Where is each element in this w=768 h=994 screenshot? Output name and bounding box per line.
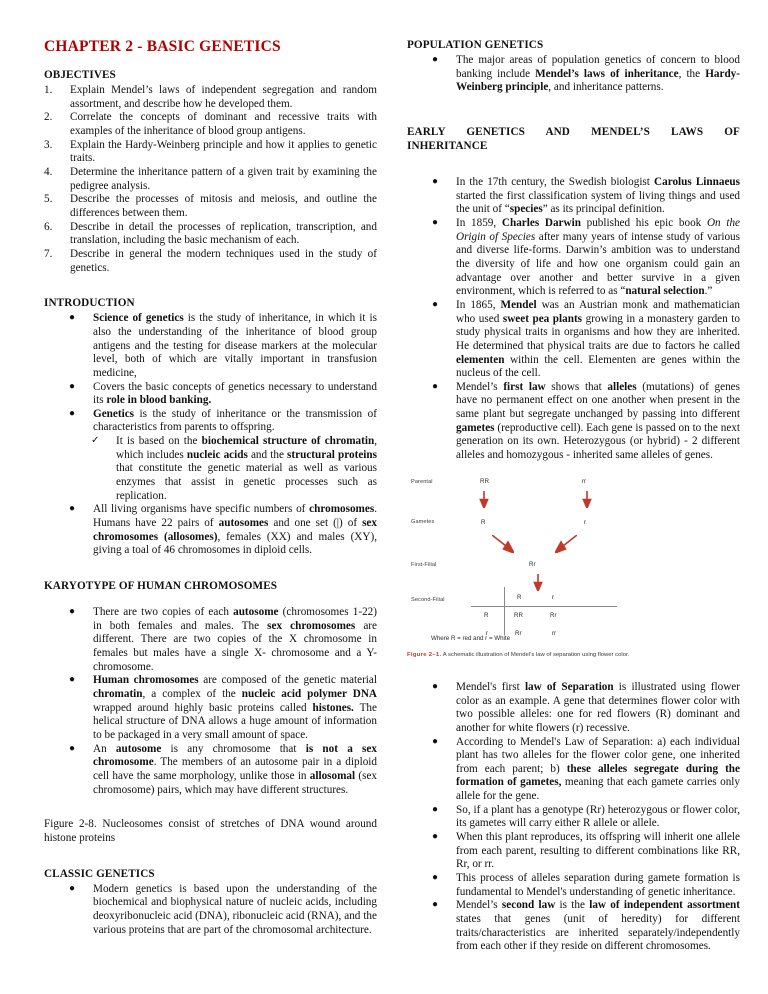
spacer bbox=[44, 797, 377, 818]
bullet-icon: ● bbox=[69, 742, 76, 754]
figure-caption-number: Figure 2–1. bbox=[407, 651, 442, 658]
bullet-text: This process of alleles separation during gamete formation is fundamental to Mendel's understanding of genetic inheritance. bbox=[456, 872, 740, 898]
population-genetics-bullet-list bbox=[407, 54, 740, 95]
after-figure-bullet-list bbox=[407, 681, 740, 954]
classic-genetics-bullet-list bbox=[44, 883, 377, 938]
bullet-icon: ● bbox=[432, 216, 439, 228]
objective-number: 6. bbox=[44, 220, 53, 233]
bullet-icon: ● bbox=[432, 175, 439, 187]
figure-row-label-parental: Parental bbox=[411, 478, 433, 485]
spacer bbox=[44, 275, 377, 296]
objective-text: Describe in detail the processes of replication, transcription, and translation, including the basic mechanism of each. bbox=[70, 220, 377, 247]
bullet-item bbox=[407, 299, 740, 381]
heading-early-genetics bbox=[407, 125, 740, 153]
objective-text: Describe in general the modern techniques used in the study of genetics. bbox=[70, 247, 377, 274]
objective-text: Describe the processes of mitosis and meiosis, and outline the differences between them. bbox=[70, 193, 377, 219]
bullet-text: Mendel's first law of Separation is illustrated using flower color as an example. A gene that determines flower color with two possible alleles: one for red flowers (R) dominant and another for white flowers (r) recessive. bbox=[456, 680, 740, 734]
left-column bbox=[44, 38, 377, 937]
punnett-row-header-2: r bbox=[486, 629, 489, 637]
figure-parental-right: rr bbox=[582, 477, 587, 485]
figure-row-label-first-filial: First-Filial bbox=[411, 561, 437, 568]
bullet-icon: ● bbox=[432, 803, 439, 815]
right-column bbox=[407, 38, 740, 954]
punnett-col-header-1: R bbox=[517, 593, 522, 601]
two-column-layout bbox=[44, 38, 741, 954]
spacer bbox=[44, 595, 377, 606]
figure-caption-text: A schematic illustration of Mendel’s law of separation using flower color. bbox=[442, 651, 630, 658]
figure-2-8-note: Figure 2-8. Nucleosomes consist of stretches of DNA wound around histone proteins bbox=[44, 818, 377, 844]
bullet-item bbox=[44, 503, 377, 558]
objective-text: Correlate the concepts of dominant and recessive traits with examples of the inheritance of blood group antigens. bbox=[70, 111, 377, 138]
bullet-text: Human chromosomes are composed of the genetic material chromatin, a complex of the nucleic acid polymer DNA wrapped around highly basic proteins called histones. The helical structure of DNA allows a huge amount of information to be packaged in a very small amount of space. bbox=[93, 674, 377, 741]
bullet-item bbox=[44, 381, 377, 408]
objective-text: Explain Mendel’s laws of independent segregation and random assortment, and describe how he developed them. bbox=[70, 84, 377, 110]
spacer bbox=[407, 95, 740, 125]
bullet-text: Genetics is the study of inheritance or the transmission of characteristics from parents to offspring. bbox=[93, 407, 377, 434]
page-title: CHAPTER 2 - BASIC GENETICS bbox=[44, 38, 281, 55]
spacer bbox=[44, 558, 377, 579]
spacer bbox=[407, 155, 740, 176]
bullet-text: All living organisms have specific numbers of chromosomes. Humans have 22 pairs of autosomes and one set (|) of sex chromosomes (allosomes), females (XX) and males (XY), giving a toal of 46 chromosomes in diploid cells. bbox=[93, 503, 377, 557]
bullet-item bbox=[44, 312, 377, 380]
bullet-text: Modern genetics is based upon the understanding of the biochemical and biophysical nature of nucleic acids, including deoxyribonucleic acid (DNA), ribonucleic acid (RNA), and the various proteins that are part of the chromosomal architecture. bbox=[93, 882, 377, 936]
figure-row-label-second-filial: Second-Filial bbox=[411, 596, 445, 603]
spacer bbox=[44, 846, 377, 867]
figure-2-1-caption bbox=[407, 651, 702, 660]
figure-row-label-gametes: Gametes bbox=[411, 518, 435, 525]
objective-text: Explain the Hardy-Weinberg principle and how it applies to genetic traits. bbox=[70, 138, 377, 165]
objective-item bbox=[44, 166, 377, 193]
punnett-horizontal-line bbox=[471, 606, 617, 607]
figure-gamete-left: R bbox=[481, 518, 486, 526]
heading-early-genetics-line2: INHERITANCE bbox=[407, 139, 488, 152]
sub-bullet-item bbox=[44, 435, 377, 503]
bullet-item bbox=[407, 804, 740, 831]
early-genetics-bullet-list bbox=[407, 176, 740, 463]
bullet-text: Science of genetics is the study of inheritance, in which it is also the understanding of the inheritance of blood group antigens and the testing for disease markers at the molecular level, both of which are vitally important in transfusion medicine, bbox=[93, 312, 377, 379]
objective-item bbox=[44, 221, 377, 248]
bullet-icon: ● bbox=[69, 407, 76, 419]
objective-text: Determine the inheritance pattern of a given trait by examining the pedigree analysis. bbox=[70, 165, 377, 192]
bullet-item bbox=[407, 872, 740, 899]
bullet-text: Mendel’s first law shows that alleles (mutations) of genes have no permanent effect on one another when present in the same plant but segregate unchanged by passing into different gametes (reproductive cell). Each gene is passed on to the next generation on its own. Heterozygous (or hybrid) - 2 different alleles and homozygous - inherited same alleles of genes. bbox=[456, 380, 740, 462]
heading-population-genetics: POPULATION GENETICS bbox=[407, 39, 544, 51]
objective-item bbox=[44, 193, 377, 220]
bullet-text: In 1865, Mendel was an Austrian monk and mathematician who used sweet pea plants growing in a monastery garden to study physical traits in organisms and how they are inherited. He determined that physical traits are due to factors he called elementen within the cell. Elementen are genes within the nucleus of the cell. bbox=[456, 298, 740, 380]
bullet-text: An autosome is any chromosome that is not a sex chromosome. The members of an autosome pair in a diploid cell have the same morphology, unlike those in allosomal (sex chromosome) pairs, which may have different structures. bbox=[93, 742, 378, 796]
objective-item bbox=[44, 111, 377, 138]
karyotype-bullet-list bbox=[44, 606, 377, 797]
bullet-text: According to Mendel's Law of Separation: a) each individual plant has two alleles for the flower color gene, one inherited from each parent; b) these alleles segregate during the formation of gametes, meaning that each gamete carries only allele for the gene. bbox=[456, 735, 740, 803]
bullet-text: In the 17th century, the Swedish biologist Carolus Linnaeus started the first classification system of living things and used the unit of “species” as its principal definition. bbox=[456, 175, 740, 216]
spacer bbox=[407, 660, 740, 681]
arrow-down-icon-parental-right bbox=[582, 491, 592, 508]
bullet-text: Mendel’s second law is the law of independent assortment states that genes (unit of heredity) for different traits/characteristics are inherited separately/independently from each other if they reside on different chromosomes. bbox=[456, 899, 740, 953]
bullet-icon: ● bbox=[432, 54, 439, 65]
figure-gamete-right: r bbox=[584, 518, 587, 526]
introduction-bullet-list bbox=[44, 312, 377, 558]
heading-introduction: INTRODUCTION bbox=[44, 297, 135, 310]
bullet-item bbox=[44, 606, 377, 674]
bullet-icon: ● bbox=[432, 831, 439, 843]
objective-item bbox=[44, 248, 377, 275]
objective-item bbox=[44, 84, 377, 111]
punnett-cell-r2c1: Rr bbox=[515, 629, 522, 637]
bullet-icon: ● bbox=[69, 606, 76, 618]
bullet-item bbox=[407, 217, 740, 299]
bullet-icon: ● bbox=[69, 380, 76, 392]
arrow-down-icon-parental-left bbox=[479, 491, 489, 508]
bullet-item bbox=[44, 674, 377, 742]
figure-2-1-diagram bbox=[407, 475, 740, 635]
bullet-text: In 1859, Charles Darwin published his epic book On the Origin of Species after many years of intense study of various and diverse life-forms. Darwin’s ambition was to understand the diversity of life and how one organism could gain an advantage over another and better survive in a given environment, which is referred to as “natural selection.” bbox=[456, 216, 741, 298]
bullet-text: There are two copies of each autosome (chromosomes 1-22) in both females and males. The sex chromosomes are different. There are two copies of the X chromosome in females but males have a single X- chromosome and a Y-chromosome. bbox=[93, 606, 377, 673]
punnett-cell-r1c2: Rr bbox=[550, 611, 557, 619]
arrow-diagonal-icon-right bbox=[555, 535, 577, 553]
punnett-cell-r2c2: rr bbox=[552, 629, 557, 637]
bullet-text: It is based on the biochemical structure of chromatin, which includes nucleic acids and the structural proteins that constitute the genetic material as well as various enzymes that assist in genetic processes such as replication. bbox=[116, 435, 378, 502]
bullet-item bbox=[44, 743, 377, 798]
bullet-icon: ● bbox=[432, 380, 439, 392]
checkmark-icon: ✓ bbox=[91, 435, 100, 447]
bullet-item bbox=[407, 736, 740, 804]
objectives-list bbox=[44, 84, 377, 275]
objective-number: 5. bbox=[44, 193, 53, 206]
bullet-icon: ● bbox=[432, 680, 439, 692]
bullet-text: The major areas of population genetics of concern to blood banking include Mendel’s laws of inheritance, the Hardy-Weinberg principle, and inheritance patterns. bbox=[456, 54, 740, 94]
bullet-icon: ● bbox=[69, 503, 76, 515]
bullet-text: So, if a plant has a genotype (Rr) heterozygous or flower color, its gametes will carry either R allele or allele. bbox=[456, 803, 740, 830]
bullet-icon: ● bbox=[432, 735, 439, 747]
arrow-down-icon-first-filial bbox=[533, 574, 543, 591]
figure-parental-left: RR bbox=[480, 477, 489, 485]
objective-number: 2. bbox=[44, 111, 53, 124]
punnett-vertical-line bbox=[504, 587, 505, 635]
objective-number: 7. bbox=[44, 247, 53, 260]
punnett-row-header-1: R bbox=[484, 611, 489, 619]
bullet-item bbox=[44, 883, 377, 938]
bullet-item bbox=[407, 176, 740, 217]
heading-objectives: OBJECTIVES bbox=[44, 69, 116, 82]
heading-classic-genetics: CLASSIC GENETICS bbox=[44, 867, 155, 880]
objective-number: 4. bbox=[44, 165, 53, 178]
objective-item bbox=[44, 139, 377, 166]
bullet-text: Covers the basic concepts of genetics necessary to understand its role in blood banking. bbox=[93, 380, 377, 407]
bullet-icon: ● bbox=[69, 674, 76, 686]
punnett-col-header-2: r bbox=[552, 593, 555, 601]
objective-number: 1. bbox=[44, 84, 53, 97]
bullet-icon: ● bbox=[432, 899, 439, 911]
bullet-item bbox=[407, 831, 740, 872]
bullet-icon: ● bbox=[432, 298, 439, 310]
bullet-item bbox=[44, 408, 377, 435]
bullet-text: When this plant reproduces, its offspring will inherit one allele from each parent, resulting to different combinations like RR, Rr, or rr. bbox=[456, 831, 740, 871]
punnett-cell-r1c1: RR bbox=[514, 611, 523, 619]
figure-legend-note: Where R = red and r = White bbox=[431, 634, 511, 642]
heading-karyotype: KARYOTYPE OF HUMAN CHROMOSOMES bbox=[44, 580, 278, 593]
bullet-item bbox=[407, 899, 740, 954]
bullet-icon: ● bbox=[69, 312, 76, 324]
figure-first-filial-genotype: Rr bbox=[529, 560, 536, 568]
bullet-item bbox=[407, 54, 740, 95]
objective-number: 3. bbox=[44, 138, 53, 151]
arrow-diagonal-icon-left bbox=[492, 535, 514, 553]
bullet-item bbox=[407, 381, 740, 463]
bullet-icon: ● bbox=[69, 882, 76, 894]
heading-early-genetics-line1: EARLY GENETICS AND MENDEL’S LAWS OF bbox=[407, 125, 740, 138]
bullet-icon: ● bbox=[432, 872, 439, 884]
bullet-item bbox=[407, 681, 740, 736]
